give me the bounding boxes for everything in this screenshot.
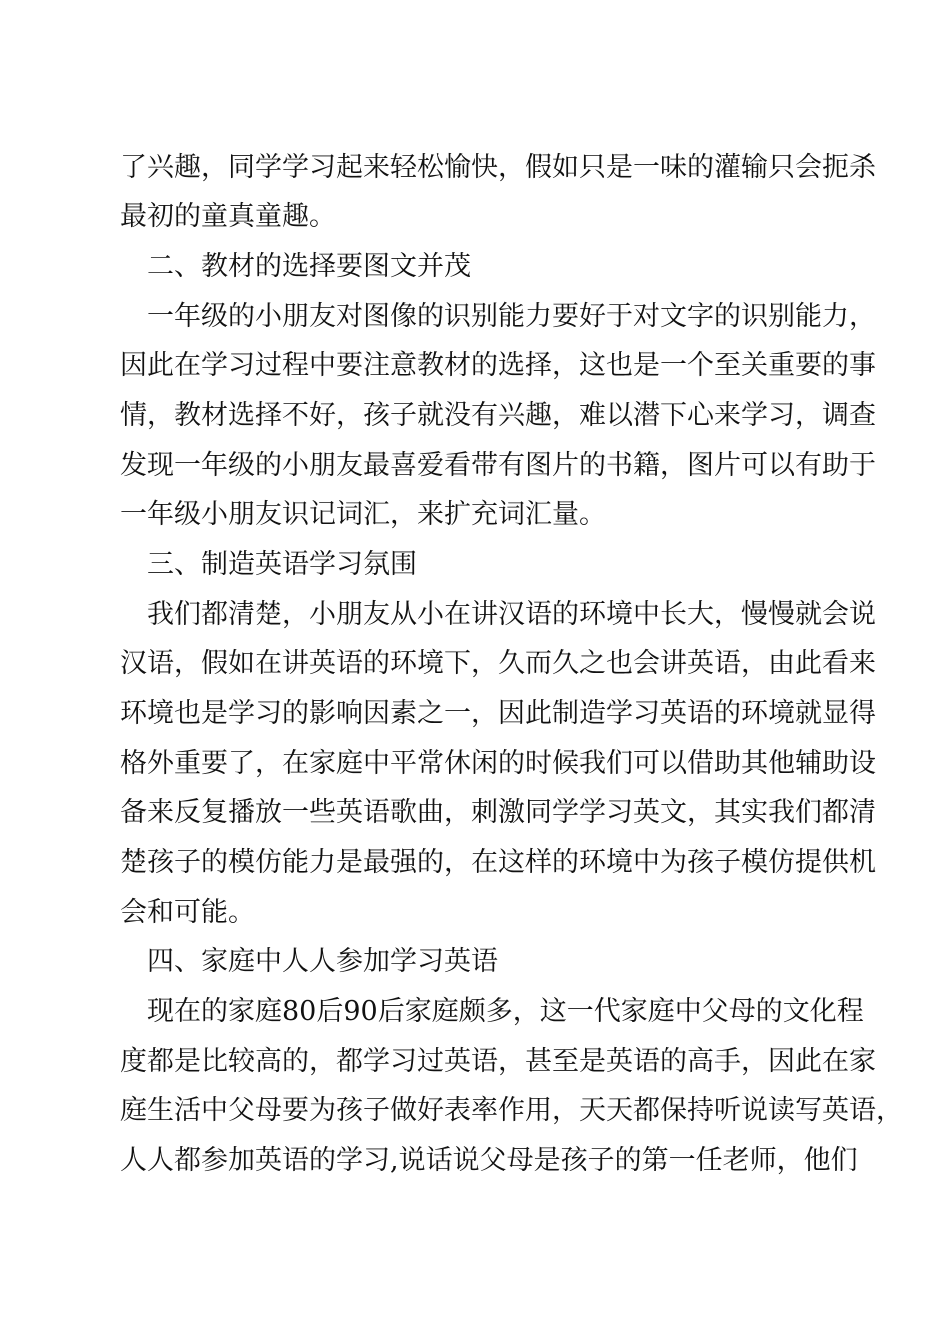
body-text-line: 情，教材选择不好，孩子就没有兴趣，难以潜下心来学习，调查: [120, 400, 876, 431]
section-heading: 四、家庭中人人参加学习英语: [147, 946, 498, 977]
body-text-line: 度都是比较高的，都学习过英语，甚至是英语的高手，因此在家: [120, 1046, 876, 1077]
body-text-line: 我们都清楚，小朋友从小在讲汉语的环境中长大，慢慢就会说: [147, 599, 876, 630]
section-heading: 二、教材的选择要图文并茂: [147, 251, 471, 282]
section-heading: 三、制造英语学习氛围: [147, 549, 417, 580]
body-text-line: 人人都参加英语的学习,说话说父母是孩子的第一任老师，他们: [120, 1145, 858, 1176]
body-text-line: 一年级的小朋友对图像的识别能力要好于对文字的识别能力，: [147, 301, 876, 332]
body-text-line: 楚孩子的模仿能力是最强的，在这样的环境中为孩子模仿提供机: [120, 847, 876, 878]
body-text-line: 现在的家庭80后90后家庭颇多，这一代家庭中父母的文化程: [147, 996, 864, 1027]
body-text-line: 最初的童真童趣。: [120, 201, 336, 232]
body-text-line: 一年级小朋友识记词汇，来扩充词汇量。: [120, 499, 606, 530]
body-text-line: 会和可能。: [120, 897, 255, 928]
body-text-line: 备来反复播放一些英语歌曲，刺激同学学习英文，其实我们都清: [120, 797, 876, 828]
body-text-line: 了兴趣，同学学习起来轻松愉快，假如只是一味的灌输只会扼杀: [120, 152, 876, 183]
body-text-line: 汉语，假如在讲英语的环境下，久而久之也会讲英语，由此看来: [120, 648, 876, 679]
body-text-line: 发现一年级的小朋友最喜爱看带有图片的书籍，图片可以有助于: [120, 450, 876, 481]
body-text-line: 格外重要了，在家庭中平常休闲的时候我们可以借助其他辅助设: [120, 748, 876, 779]
body-text-line: 因此在学习过程中要注意教材的选择，这也是一个至关重要的事: [120, 350, 876, 381]
body-text-line: 环境也是学习的影响因素之一，因此制造学习英语的环境就显得: [120, 698, 876, 729]
body-text-line: 庭生活中父母要为孩子做好表率作用，天天都保持听说读写英语，: [120, 1095, 903, 1126]
